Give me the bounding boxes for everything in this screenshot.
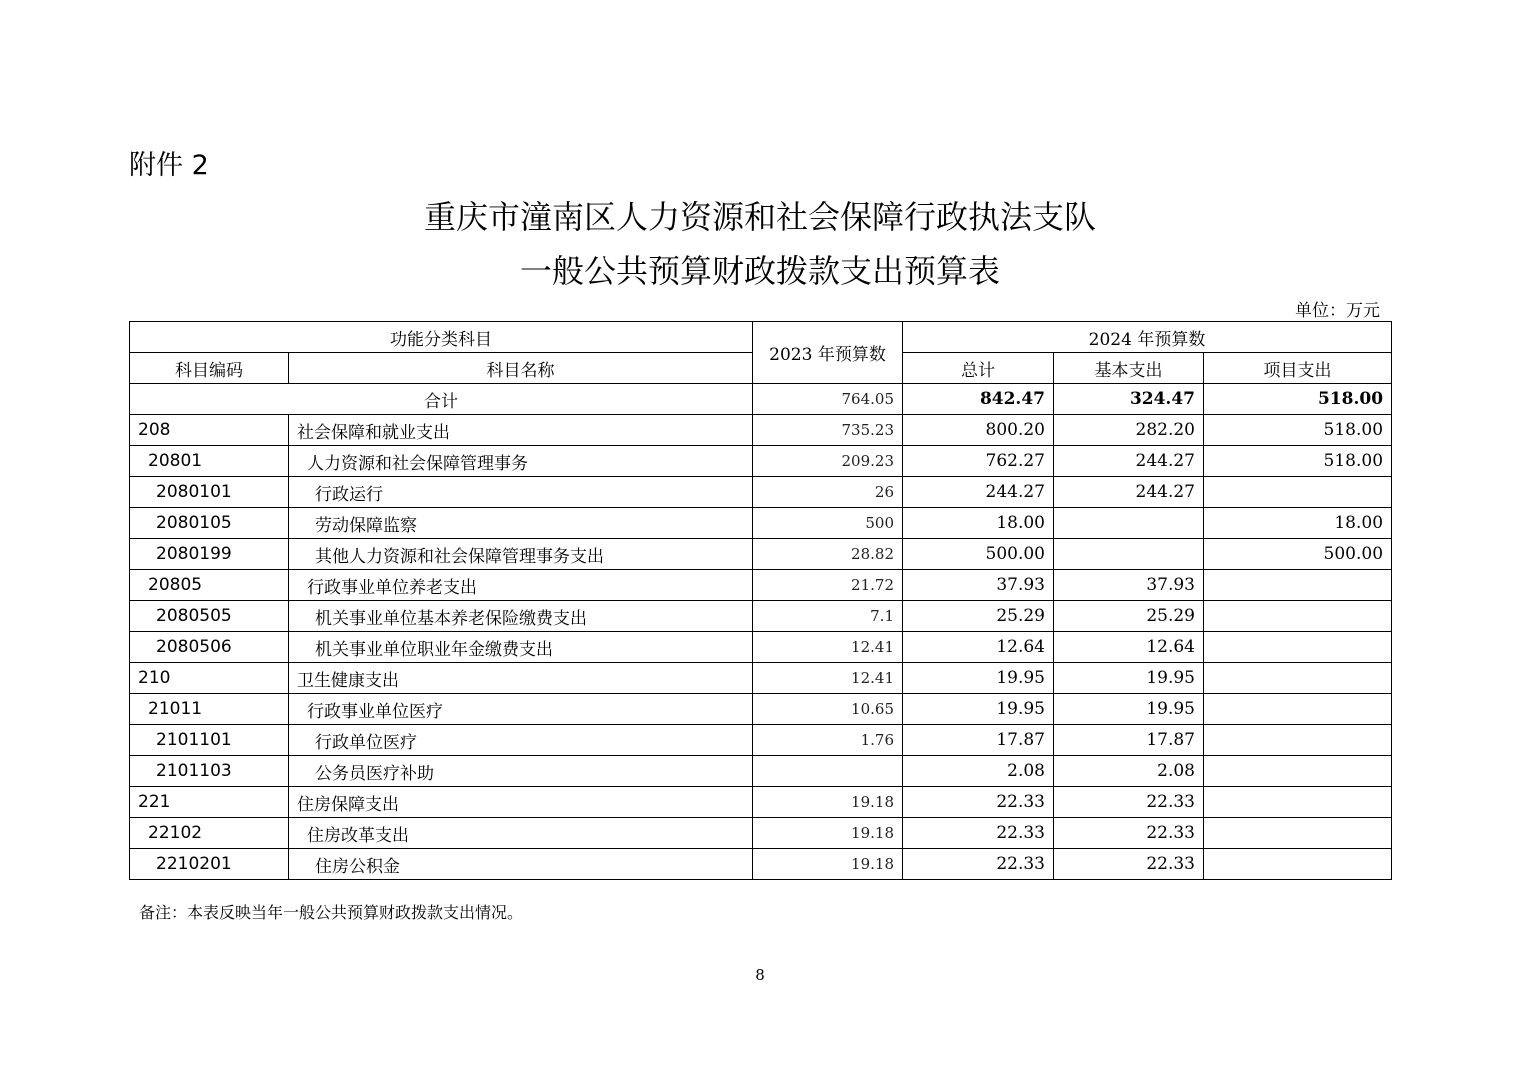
row-name: 劳动保障监察 (289, 508, 753, 539)
row-basic: 25.29 (1054, 601, 1204, 632)
header-code: 科目编码 (130, 353, 289, 384)
row-prev-budget: 26 (753, 477, 903, 508)
row-total: 22.33 (903, 849, 1054, 880)
table-row (130, 787, 1392, 818)
page-title-line2: 一般公共预算财政拨款支出预算表 (519, 252, 1000, 290)
row-code: 2101103 (130, 756, 289, 787)
table-row (130, 663, 1392, 694)
row-project (1204, 756, 1392, 787)
row-basic: 22.33 (1054, 818, 1204, 849)
row-project (1204, 694, 1392, 725)
total-project: 518.00 (1204, 384, 1392, 415)
header-project: 项目支出 (1204, 353, 1392, 384)
table-row (130, 508, 1392, 539)
row-project (1204, 725, 1392, 756)
row-total: 19.95 (903, 663, 1054, 694)
row-project (1204, 601, 1392, 632)
footnote: 备注：本表反映当年一般公共预算财政拨款支出情况。 (139, 903, 524, 922)
row-name: 人力资源和社会保障管理事务 (289, 446, 753, 477)
row-total: 500.00 (903, 539, 1054, 570)
page-title-line1: 重庆市潼南区人力资源和社会保障行政执法支队 (423, 198, 1096, 236)
row-total: 17.87 (903, 725, 1054, 756)
row-code: 2080506 (130, 632, 289, 663)
row-name: 社会保障和就业支出 (289, 415, 753, 446)
row-prev-budget (753, 756, 903, 787)
row-basic: 282.20 (1054, 415, 1204, 446)
table-row (130, 539, 1392, 570)
row-basic: 22.33 (1054, 849, 1204, 880)
unit-label: 单位：万元 (1295, 301, 1380, 321)
row-name: 行政单位医疗 (289, 725, 753, 756)
row-code: 2101101 (130, 725, 289, 756)
table-row (130, 632, 1392, 663)
header-2023: 2023 年预算数 (753, 322, 903, 384)
row-prev-budget: 12.41 (753, 632, 903, 663)
table-row (130, 477, 1392, 508)
header-name: 科目名称 (289, 353, 753, 384)
total-basic: 324.47 (1054, 384, 1204, 415)
row-prev-budget: 21.72 (753, 570, 903, 601)
total-label: 合计 (130, 384, 753, 415)
row-project: 500.00 (1204, 539, 1392, 570)
row-total: 2.08 (903, 756, 1054, 787)
total-prev: 764.05 (753, 384, 903, 415)
table-row (130, 694, 1392, 725)
total-total: 842.47 (903, 384, 1054, 415)
row-prev-budget: 1.76 (753, 725, 903, 756)
row-project: 518.00 (1204, 446, 1392, 477)
row-total: 19.95 (903, 694, 1054, 725)
row-code: 210 (130, 663, 289, 694)
row-prev-budget: 7.1 (753, 601, 903, 632)
table-row (130, 601, 1392, 632)
row-name: 住房公积金 (289, 849, 753, 880)
row-prev-budget: 209.23 (753, 446, 903, 477)
row-name: 机关事业单位职业年金缴费支出 (289, 632, 753, 663)
row-project (1204, 477, 1392, 508)
row-project: 18.00 (1204, 508, 1392, 539)
table-row (130, 818, 1392, 849)
page-number: 8 (755, 966, 765, 984)
row-total: 22.33 (903, 818, 1054, 849)
row-code: 20805 (130, 570, 289, 601)
table-row (130, 415, 1392, 446)
row-code: 2210201 (130, 849, 289, 880)
row-code: 2080105 (130, 508, 289, 539)
row-name: 卫生健康支出 (289, 663, 753, 694)
header-row-1 (130, 322, 1392, 353)
row-name: 行政事业单位医疗 (289, 694, 753, 725)
row-basic: 17.87 (1054, 725, 1204, 756)
row-basic: 37.93 (1054, 570, 1204, 601)
row-project (1204, 570, 1392, 601)
row-prev-budget: 19.18 (753, 818, 903, 849)
row-basic: 244.27 (1054, 446, 1204, 477)
row-project (1204, 787, 1392, 818)
row-basic: 12.64 (1054, 632, 1204, 663)
row-project: 518.00 (1204, 415, 1392, 446)
table-row (130, 570, 1392, 601)
row-basic: 22.33 (1054, 787, 1204, 818)
row-basic: 244.27 (1054, 477, 1204, 508)
row-total: 22.33 (903, 787, 1054, 818)
row-basic (1054, 508, 1204, 539)
row-prev-budget: 12.41 (753, 663, 903, 694)
header-2024: 2024 年预算数 (903, 322, 1392, 353)
row-project (1204, 849, 1392, 880)
row-code: 221 (130, 787, 289, 818)
row-code: 2080199 (130, 539, 289, 570)
table-row (130, 725, 1392, 756)
row-name: 其他人力资源和社会保障管理事务支出 (289, 539, 753, 570)
header-total: 总计 (903, 353, 1054, 384)
table-row (130, 446, 1392, 477)
row-prev-budget: 10.65 (753, 694, 903, 725)
row-prev-budget: 735.23 (753, 415, 903, 446)
header-basic: 基本支出 (1054, 353, 1204, 384)
row-name: 住房改革支出 (289, 818, 753, 849)
row-name: 行政运行 (289, 477, 753, 508)
row-total: 244.27 (903, 477, 1054, 508)
row-total: 18.00 (903, 508, 1054, 539)
row-prev-budget: 500 (753, 508, 903, 539)
header-func-class: 功能分类科目 (130, 322, 753, 353)
row-code: 208 (130, 415, 289, 446)
row-basic: 19.95 (1054, 663, 1204, 694)
row-code: 2080505 (130, 601, 289, 632)
row-basic (1054, 539, 1204, 570)
row-code: 22102 (130, 818, 289, 849)
row-name: 公务员医疗补助 (289, 756, 753, 787)
row-total: 37.93 (903, 570, 1054, 601)
table-row (130, 849, 1392, 880)
row-code: 21011 (130, 694, 289, 725)
table-row (130, 756, 1392, 787)
total-row (130, 384, 1392, 415)
row-basic: 19.95 (1054, 694, 1204, 725)
row-prev-budget: 19.18 (753, 787, 903, 818)
row-name: 行政事业单位养老支出 (289, 570, 753, 601)
row-basic: 2.08 (1054, 756, 1204, 787)
attachment-label: 附件 2 (129, 150, 209, 181)
row-total: 800.20 (903, 415, 1054, 446)
row-code: 2080101 (130, 477, 289, 508)
row-name: 住房保障支出 (289, 787, 753, 818)
row-project (1204, 818, 1392, 849)
row-total: 25.29 (903, 601, 1054, 632)
row-total: 762.27 (903, 446, 1054, 477)
row-code: 20801 (130, 446, 289, 477)
budget-table (129, 321, 1392, 880)
row-prev-budget: 19.18 (753, 849, 903, 880)
row-project (1204, 663, 1392, 694)
row-prev-budget: 28.82 (753, 539, 903, 570)
row-name: 机关事业单位基本养老保险缴费支出 (289, 601, 753, 632)
row-project (1204, 632, 1392, 663)
row-total: 12.64 (903, 632, 1054, 663)
